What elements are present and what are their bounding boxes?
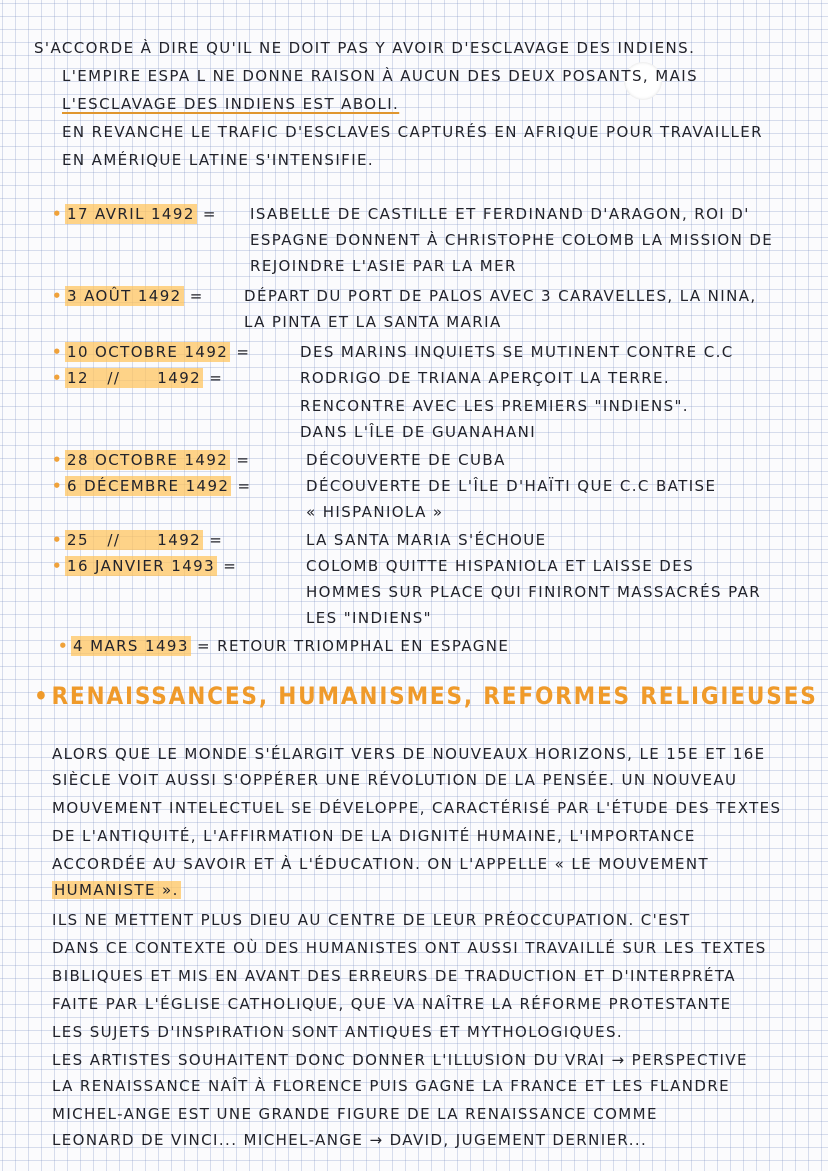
paragraph-line: DE L'ANTIQUITÉ, L'AFFIRMATION DE LA DIGNITÉ HUMAINE, L'IMPORTANCE [52,827,696,845]
timeline-date: 3 AOÛT 1492 [67,287,182,305]
timeline-date: 6 DÉCEMBRE 1492 [67,477,230,495]
paragraph-line: ACCORDÉE AU SAVOIR ET À L'ÉDUCATION. ON L'APPELLE « LE MOUVEMENT [52,855,710,873]
paragraph-line: MOUVEMENT INTELECTUEL SE DÉVELOPPE, CARACTÉRISÉ PAR L'ÉTUDE DES TEXTES [52,799,782,817]
paragraph-line: LA RENAISSANCE NAÎT À FLORENCE PUIS GAGNE LA FRANCE ET LES FLANDRE [52,1077,731,1095]
timeline-text: « HISPANIOLA » [306,503,444,521]
notebook-page: S'ACCORDE À DIRE QU'IL NE DOIT PAS Y AVOIR D'ESCLAVAGE DES INDIENS. L'EMPIRE ESPA L NE DONNE RAISON À AUCUN DES DEUX POSANTS, MAIS L'ESCLAVAGE DES INDIENS EST ABOLI. EN REVANCHE LE TRAFIC D'ESCLAVES CAPTURÉS EN AFRIQUE POUR TRAVAILLER EN AMÉRIQUE LATINE S'INTENSIFIE. • 17 AVRIL 1492 = ISABELLE DE CASTILLE ET FERDINAND D'ARAGON, ROI D' ESPAGNE DONNENT À CHRISTOPHE COLOMB LA MISSION DE REJOINDRE L'ASIE PAR LA MER • 3 AOÛT 1492 = DÉPART DU PORT DE PALOS AVEC 3 CARAVELLES, LA NINA, LA PINTA ET LA SANTA MARIA • 10 OCTOBRE 1492 = DES MARINS INQUIETS SE MUTINENT CONTRE C.C • 12 // 1492 = RODRIGO DE TRIANA APERÇOIT LA TERRE. RENCONTRE AVEC LES PREMIERS "INDIENS". DANS L'ÎLE DE GUANAHANI • 28 OCTOBRE 1492 = DÉCOUVERTE DE CUBA • 6 DÉCEMBRE 1492 = DÉCOUVERTE DE L'ÎLE D'HAÏTI QUE C.C BATISE « HISPANIOLA » • 25 // 1492 = LA SANTA MARIA S'ÉCHOUE • 16 JANVIER 1493 = COLOMB QUITTE HISPANIOLA ET LAISSE DES HOMMES SUR PLACE QUI FINIRONT MASSACRÉS PAR LES "INDIENS" • 4 MARS 1493 = RETOUR TRIOMPHAL EN ESPAGNE •RENAISSANCES, HUMANISMES, REFORMES RELIGIEUSES ALORS QUE LE MONDE S'ÉLARGIT VERS DE NOUVEAUX HORIZONS, LE 15E ET 16E SIÈCLE VOIT AUSSI S'OPPÉRER UNE RÉVOLUTION DE LA PENSÉE. UN NOUVEAU MOUVEMENT INTELECTUEL SE DÉVELOPPE, CARACTÉRISÉ PAR L'ÉTUDE DES TEXTES DE L'ANTIQUITÉ, L'AFFIRMATION DE LA DIGNITÉ HUMAINE, L'IMPORTANCE ACCORDÉE AU SAVOIR ET À L'ÉDUCATION. ON L'APPELLE « LE MOUVEMENT HUMANISTE ». ILS NE METTENT PLUS DIEU AU CENTRE DE LEUR PRÉOCCUPATION. C'EST DANS CE CONTEXTE OÙ DES HUMANISTES ONT AUSSI TRAVAILLÉ SUR LES TEXTES BIBLIQUES ET MIS EN AVANT DES ERREURS DE TRADUCTION ET D'INTERPRÉTA FAITE PAR L'ÉGLISE CATHOLIQUE, QUE VA NAÎTRE LA RÉFORME PROTESTANTE LES SUJETS D'INSPIRATION SONT ANTIQUES ET MYTHOLOGIQUES. LES ARTISTES SOUHAITENT DONC DONNER L'ILLUSION DU VRAI → PERSPECTIVE LA RENAISSANCE NAÎT À FLORENCE PUIS GAGNE LA FRANCE ET LES FLANDRE MICHEL-ANGE EST UNE GRANDE FIGURE DE LA RENAISSANCE COMME LEONARD DE VINCI... MICHEL-ANGE → DAVID, JUGEMENT DERNIER... [34,39,818,1149]
intro-line: EN REVANCHE LE TRAFIC D'ESCLAVES CAPTURÉS EN AFRIQUE POUR TRAVAILLER [62,123,763,141]
timeline-text: RETOUR TRIOMPHAL EN ESPAGNE [217,637,510,655]
intro-line: EN AMÉRIQUE LATINE S'INTENSIFIE. [62,151,375,169]
timeline-date: 12 // 1492 [67,369,202,387]
timeline-text: DÉCOUVERTE DE CUBA [306,451,506,469]
timeline-text: RENCONTRE AVEC LES PREMIERS "INDIENS". [300,397,689,415]
timeline-text: DÉCOUVERTE DE L'ÎLE D'HAÏTI QUE C.C BATISE [306,477,717,495]
timeline-text: ESPAGNE DONNENT À CHRISTOPHE COLOMB LA MISSION DE [250,231,774,249]
paragraph-line: LEONARD DE VINCI... MICHEL-ANGE → DAVID, JUGEMENT DERNIER... [52,1131,648,1149]
timeline-text: REJOINDRE L'ASIE PAR LA MER [250,257,517,275]
paragraph-line: ILS NE METTENT PLUS DIEU AU CENTRE DE LEUR PRÉOCCUPATION. C'EST [52,911,691,929]
paragraph-line: BIBLIQUES ET MIS EN AVANT DES ERREURS DE TRADUCTION ET D'INTERPRÉTA [52,967,736,985]
timeline-date: 4 MARS 1493 [73,637,189,655]
intro-line: L'ESCLAVAGE DES INDIENS EST ABOLI. [62,95,400,113]
timeline-text: DÉPART DU PORT DE PALOS AVEC 3 CARAVELLES, LA NINA, [244,287,757,305]
timeline-date: 17 AVRIL 1492 [67,205,195,223]
timeline-date: 16 JANVIER 1493 [67,557,216,575]
paragraph-line: LES ARTISTES SOUHAITENT DONC DONNER L'ILLUSION DU VRAI → PERSPECTIVE [52,1051,748,1069]
timeline-text: DANS L'ÎLE DE GUANAHANI [300,423,537,441]
paragraph-line: MICHEL-ANGE EST UNE GRANDE FIGURE DE LA RENAISSANCE COMME [52,1105,658,1123]
paragraph-line: FAITE PAR L'ÉGLISE CATHOLIQUE, QUE VA NAÎTRE LA RÉFORME PROTESTANTE [52,995,732,1013]
paragraph-line: HUMANISTE ». [54,881,179,899]
timeline-text: COLOMB QUITTE HISPANIOLA ET LAISSE DES [306,557,695,575]
timeline-date: 28 OCTOBRE 1492 [67,451,229,469]
section-title: •RENAISSANCES, HUMANISMES, REFORMES RELIGIEUSES [34,682,818,710]
timeline-text: LA SANTA MARIA S'ÉCHOUE [306,531,547,549]
paragraph-line: LES SUJETS D'INSPIRATION SONT ANTIQUES ET MYTHOLOGIQUES. [52,1023,624,1041]
timeline-text: DES MARINS INQUIETS SE MUTINENT CONTRE C.C [300,343,734,361]
timeline-date: 25 // 1492 [67,531,202,549]
timeline-text: RODRIGO DE TRIANA APERÇOIT LA TERRE. [300,369,671,387]
paragraph-line: SIÈCLE VOIT AUSSI S'OPPÉRER UNE RÉVOLUTION DE LA PENSÉE. UN NOUVEAU [52,771,738,789]
timeline-date: 10 OCTOBRE 1492 [67,343,229,361]
intro-line: S'ACCORDE À DIRE QU'IL NE DOIT PAS Y AVOIR D'ESCLAVAGE DES INDIENS. [34,39,696,57]
timeline-text: LA PINTA ET LA SANTA MARIA [244,313,502,331]
paragraph-line: ALORS QUE LE MONDE S'ÉLARGIT VERS DE NOUVEAUX HORIZONS, LE 15E ET 16E [52,745,766,763]
timeline-text: ISABELLE DE CASTILLE ET FERDINAND D'ARAGON, ROI D' [250,205,750,223]
paragraph-line: DANS CE CONTEXTE OÙ DES HUMANISTES ONT AUSSI TRAVAILLÉ SUR LES TEXTES [52,939,767,957]
intro-line: L'EMPIRE ESPA L NE DONNE RAISON À AUCUN DES DEUX POSANTS, MAIS [62,67,698,85]
timeline-text: HOMMES SUR PLACE QUI FINIRONT MASSACRÉS PAR [306,583,762,601]
timeline-text: LES "INDIENS" [306,609,432,627]
